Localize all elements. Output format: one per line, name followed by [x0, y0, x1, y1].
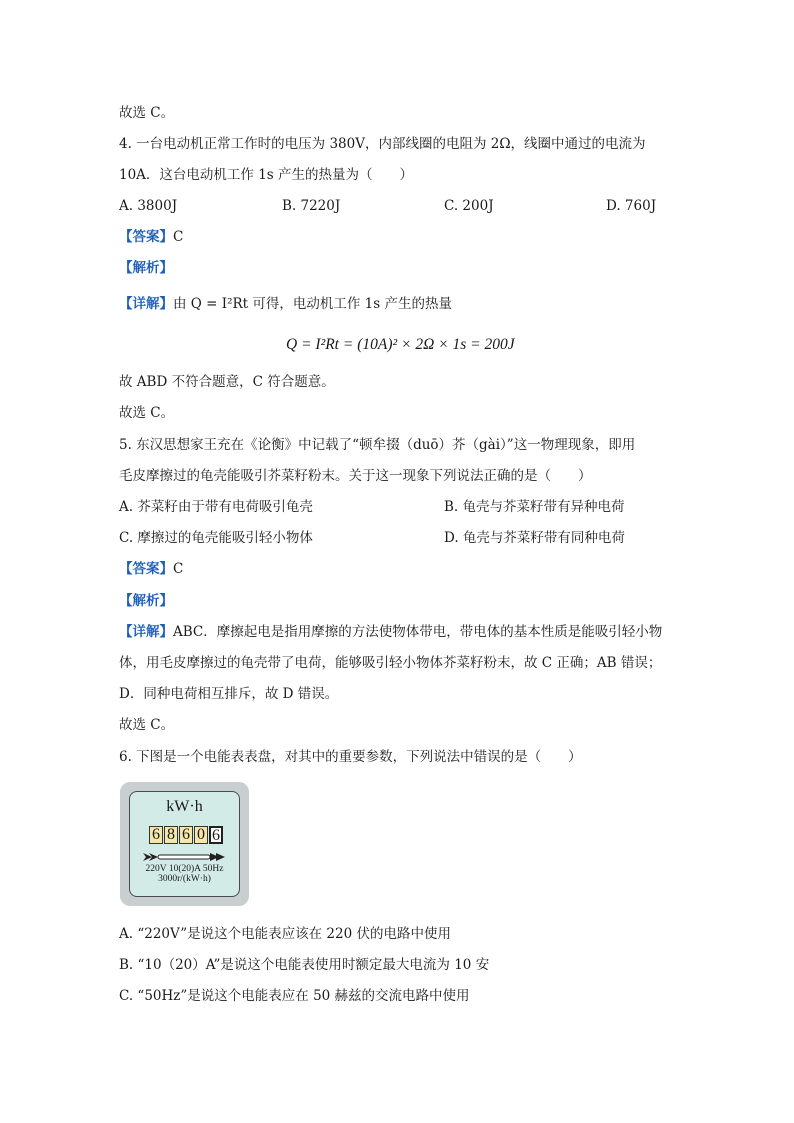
- question-5-stem-cont: 毛皮摩擦过的龟壳能吸引芥菜籽粉末。关于这一现象下列说法正确的是（ ）: [119, 468, 592, 484]
- formula-4: Q = I²Rt = (10A)² × 2Ω × 1s = 200J: [286, 336, 515, 353]
- q4-option-a: A. 3800J: [119, 198, 178, 214]
- conclusion-4: 故 ABD 不符合题意，C 符合题意。: [119, 374, 335, 390]
- q4-option-c: C. 200J: [444, 198, 494, 214]
- meter-digit: 0: [194, 826, 208, 844]
- q5-option-c: C. 摩擦过的龟壳能吸引轻小物体: [119, 530, 313, 546]
- answer-tag: 【答案】: [119, 561, 173, 577]
- analysis-5: [119, 592, 173, 610]
- meter-specification: [130, 864, 239, 884]
- meter-spec-constant: 3000r/(kW·h): [158, 874, 211, 884]
- q6-option-c: C. “50Hz”是说这个电能表应在 50 赫兹的交流电路中使用: [119, 988, 470, 1004]
- meter-dial: [129, 791, 240, 897]
- q6-option-a: A. “220V”是说这个电能表应该在 220 伏的电路中使用: [119, 926, 451, 942]
- question-6-stem: 6. 下图是一个电能表表盘，对其中的重要参数，下列说法中错误的是（ ）: [119, 749, 582, 765]
- detail-text: 由 Q = I²Rt 可得，电动机工作 1s 产生的热量: [173, 296, 452, 312]
- detail-5: [119, 623, 662, 641]
- conclusion-text: 故选 C。: [119, 105, 175, 121]
- answer-4: [119, 228, 183, 246]
- answer-5: [119, 560, 183, 578]
- q5-option-d: D. 龟壳与芥菜籽带有同种电荷: [444, 530, 625, 546]
- q4-option-b: B. 7220J: [282, 198, 341, 214]
- answer-value: C: [173, 229, 184, 245]
- analysis-tag: 【解析】: [119, 260, 173, 276]
- meter-digit-decimal: 6: [209, 826, 223, 844]
- question-4-stem-cont: 10A．这台电动机工作 1s 产生的热量为（ ）: [119, 167, 414, 183]
- q4-option-d: D. 760J: [606, 198, 657, 214]
- meter-digit: 8: [164, 826, 178, 844]
- q5-option-b: B. 龟壳与芥菜籽带有异种电荷: [444, 499, 625, 515]
- meter-counter: [149, 826, 224, 844]
- detail-4: [119, 295, 452, 313]
- detail-tag: 【详解】: [119, 296, 173, 312]
- analysis-tag: 【解析】: [119, 593, 173, 609]
- meter-unit-label: kW·h: [166, 798, 203, 815]
- electric-meter-image: [120, 782, 249, 906]
- conclusion-text: 故选 C。: [119, 717, 175, 733]
- meter-digit: 6: [149, 826, 163, 844]
- detail-tag: 【详解】: [119, 624, 173, 640]
- question-4-stem: 4. 一台电动机正常工作时的电压为 380V，内部线圈的电阻为 2Ω，线圈中通过的电流为: [119, 136, 646, 152]
- detail-5-cont2: D．同种电荷相互排斥，故 D 错误。: [119, 686, 339, 702]
- answer-tag: 【答案】: [119, 229, 173, 245]
- q6-option-b: B. “10（20）A”是说这个电能表使用时额定最大电流为 10 安: [119, 957, 490, 973]
- rotating-disc-arrow-icon: [143, 852, 227, 862]
- q5-option-a: A. 芥菜籽由于带有电荷吸引龟壳: [119, 499, 313, 515]
- conclusion-text: 故选 C。: [119, 405, 175, 421]
- detail-text: ABC．摩擦起电是指用摩擦的方法使物体带电，带电体的基本性质是能吸引轻小物: [173, 624, 663, 640]
- meter-digit: 6: [179, 826, 193, 844]
- question-5-stem: 5. 东汉思想家王充在《论衡》中记载了“顿牟掇（duō）芥（gài）”这一物理现象，即用: [119, 437, 636, 453]
- answer-value: C: [173, 561, 184, 577]
- detail-5-cont: 体，用毛皮摩擦过的龟壳带了电荷，能够吸引轻小物体芥菜籽粉末，故 C 正确；AB 错误；: [119, 655, 662, 671]
- analysis-4: [119, 259, 173, 277]
- meter-spec-rating: 220V 10(20)A 50Hz: [145, 864, 224, 874]
